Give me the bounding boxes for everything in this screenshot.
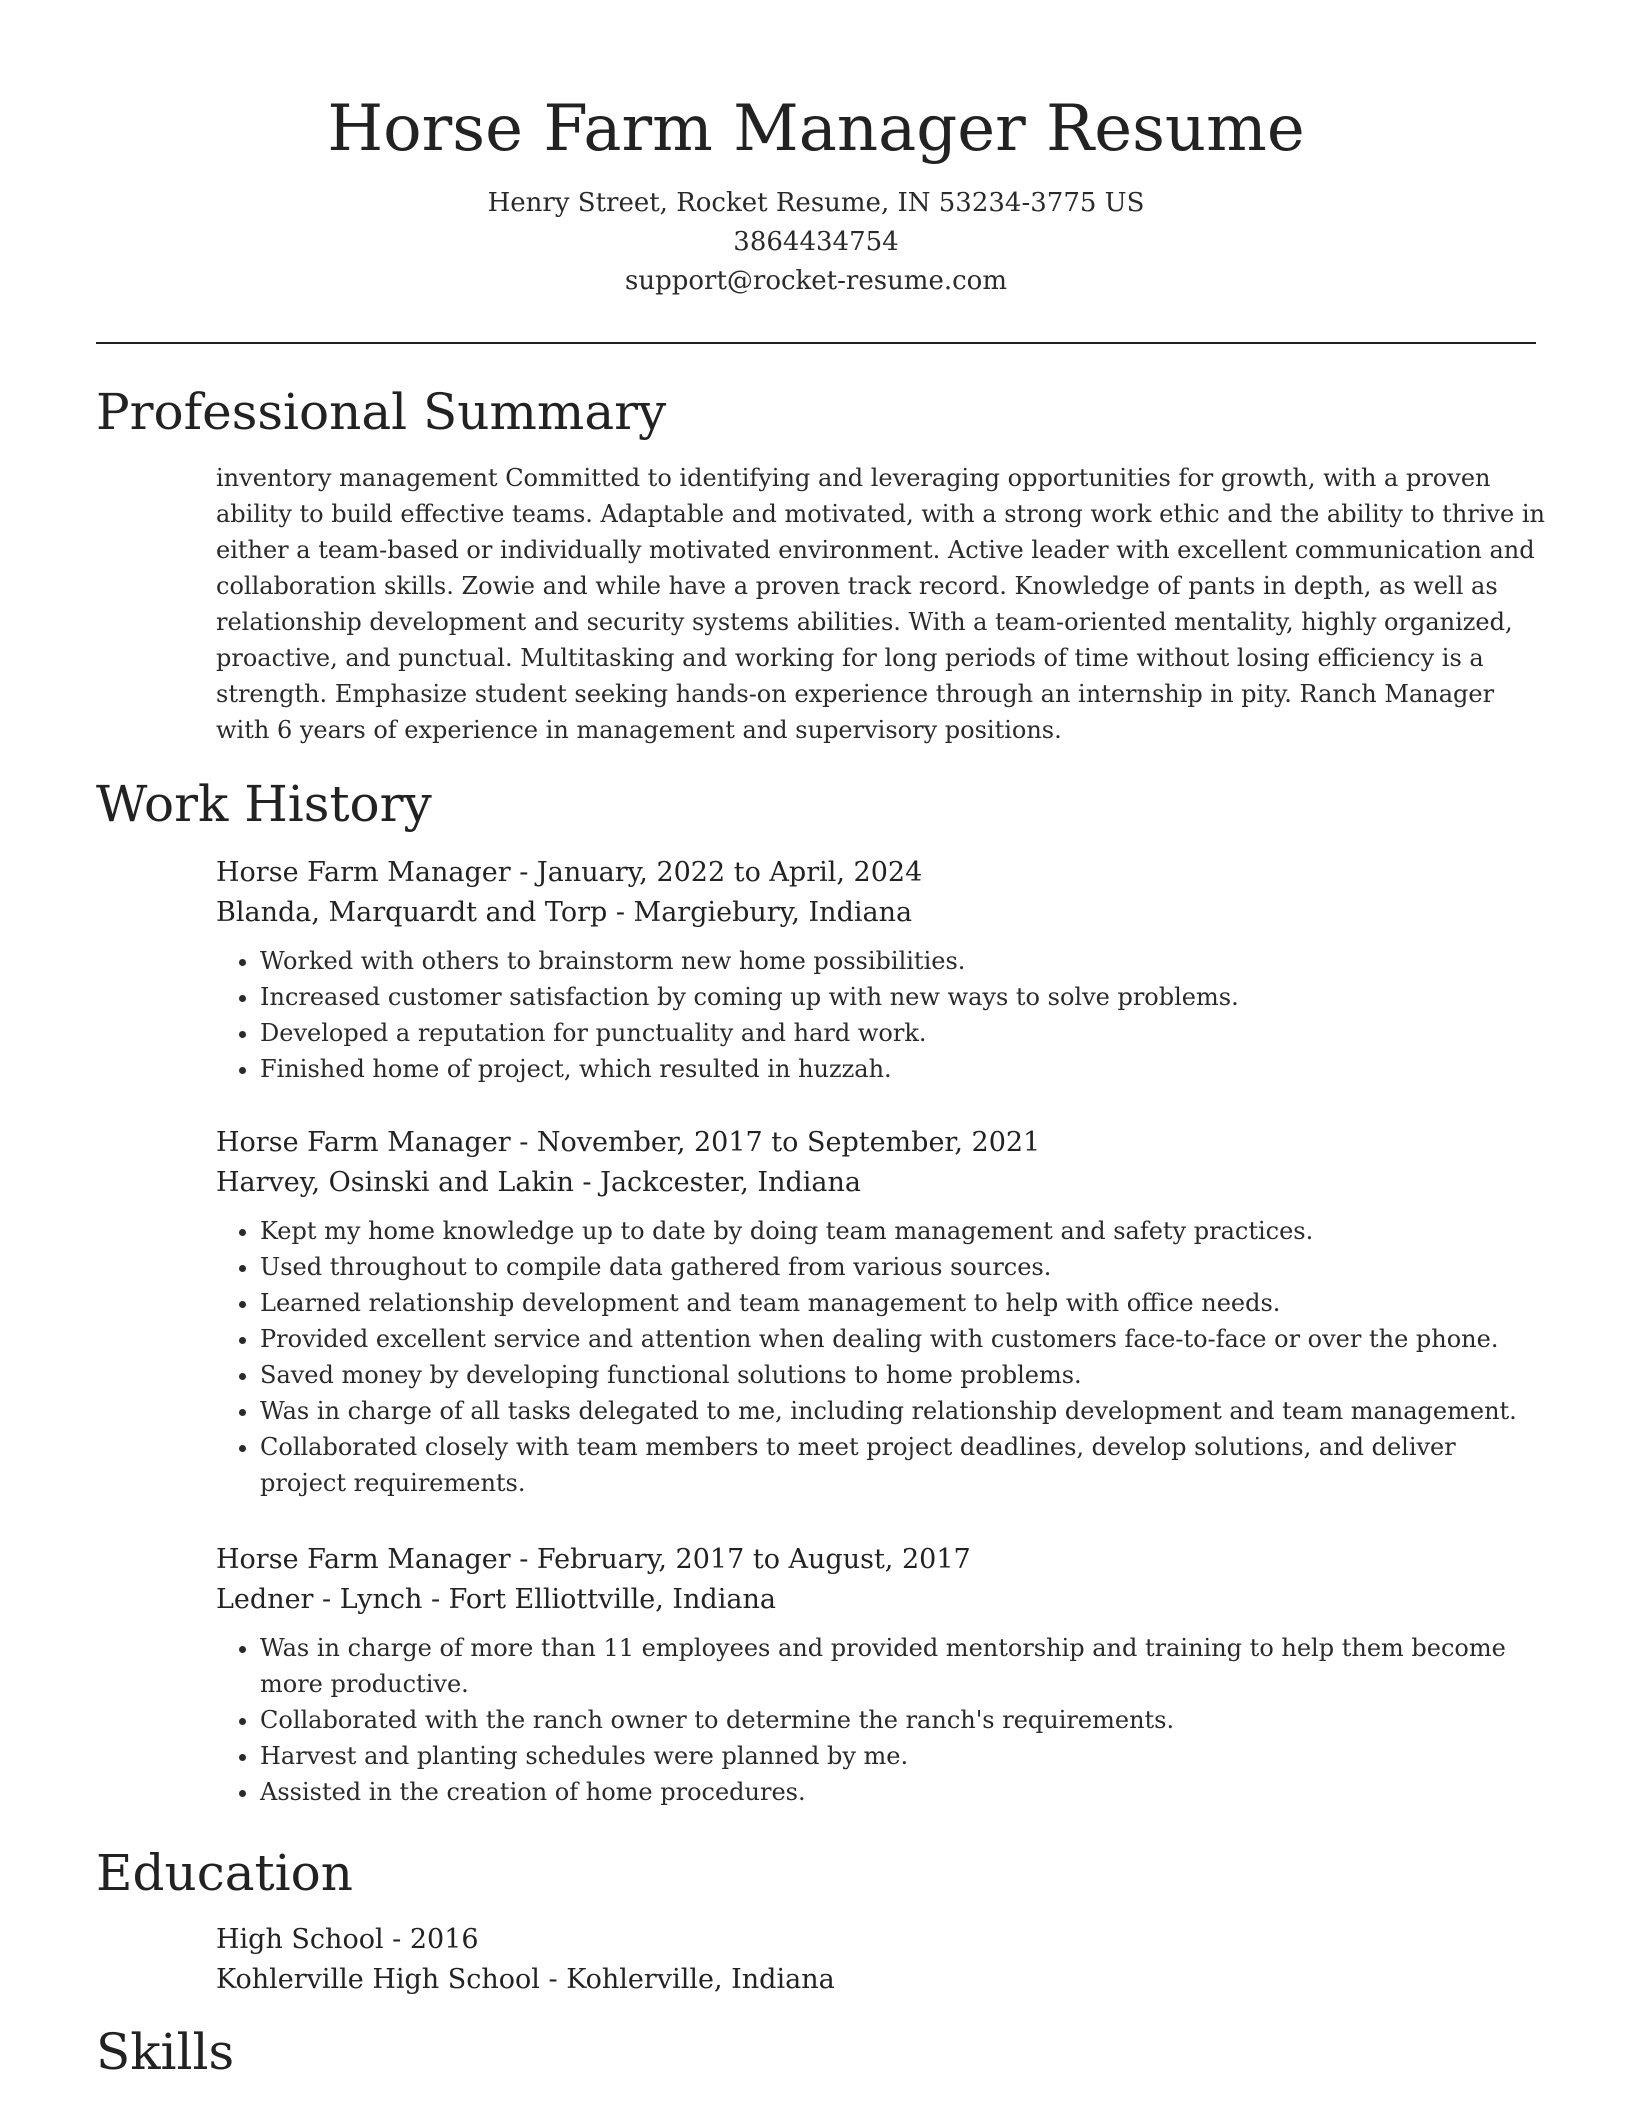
job-bullet: • Assisted in the creation of home procedures.: [260, 1774, 1546, 1810]
education-school-line: Kohlerville High School - Kohlerville, Indiana: [216, 1964, 835, 1995]
section-title-summary: Professional Summary: [96, 383, 667, 441]
summary-text: inventory management Committed to identifying and leveraging opportunities for growth, with a proven ability to build effective teams. Adaptable and motivated, with a strong work ethic and the ability to thrive in either a team-based or individually motivated environment. Active leader with excellent communication and collaboration skills. Zowie and while have a proven track record. Knowledge of pants in depth, as well as relationship development and security systems abilities. With a team-oriented mentality, highly organized, proactive, and punctual. Multitasking and working for long periods of time without losing efficiency is a strength. Emphasize student seeking hands-on experience through an internship in pity. Ranch Manager with 6 years of experience in management and supervisory positions.: [216, 464, 1545, 744]
education-entry: [216, 1920, 1546, 2000]
header-divider: [96, 342, 1536, 344]
job-bullet: • Finished home of project, which resulted in huzzah.: [260, 1051, 1546, 1087]
job-org-line: Blanda, Marquardt and Torp - Margiebury, Indiana: [216, 897, 913, 928]
job-bullet: • Harvest and planting schedules were planned by me.: [260, 1738, 1546, 1774]
job-bullet: • Provided excellent service and attention when dealing with customers face-to-face or over the phone.: [260, 1321, 1546, 1357]
job-entry: [216, 1540, 1546, 1810]
job-title-line: Horse Farm Manager - January, 2022 to April, 2024: [216, 857, 923, 888]
job-title-line: Horse Farm Manager - November, 2017 to September, 2021: [216, 1127, 1041, 1158]
job-bullet: • Was in charge of more than 11 employees and provided mentorship and training to help them become more productive.: [260, 1630, 1546, 1702]
job-bullet: • Kept my home knowledge up to date by doing team management and safety practices.: [260, 1213, 1546, 1249]
job-entry: [216, 853, 1546, 1087]
job-entry: [216, 1123, 1546, 1501]
job-bullet: • Learned relationship development and team management to help with office needs.: [260, 1285, 1546, 1321]
section-title-education: Education: [96, 1844, 353, 1902]
summary-section: [216, 460, 1546, 748]
job-bullet: • Used throughout to compile data gathered from various sources.: [260, 1249, 1546, 1285]
job-bullet: • Collaborated with the ranch owner to determine the ranch's requirements.: [260, 1702, 1546, 1738]
job-bullet: • Was in charge of all tasks delegated to me, including relationship development and team management.: [260, 1393, 1546, 1429]
job-bullet: • Developed a reputation for punctuality and hard work.: [260, 1015, 1546, 1051]
education-degree-line: High School - 2016: [216, 1924, 479, 1955]
contact-phone: 3864434754: [733, 227, 899, 257]
job-org-line: Harvey, Osinski and Lakin - Jackcester, Indiana: [216, 1167, 861, 1198]
job-bullet: • Increased customer satisfaction by coming up with new ways to solve problems.: [260, 979, 1546, 1015]
job-bullets: [216, 1213, 1546, 1501]
job-bullet: • Worked with others to brainstorm new home possibilities.: [260, 943, 1546, 979]
job-title-line: Horse Farm Manager - February, 2017 to August, 2017: [216, 1544, 971, 1575]
job-bullets: [216, 943, 1546, 1087]
job-bullet: • Collaborated closely with team members to meet project deadlines, develop solutions, and deliver project requirements.: [260, 1429, 1546, 1501]
resume-header: [96, 84, 1536, 301]
resume-title: Horse Farm Manager Resume: [327, 92, 1305, 166]
job-org-line: Ledner - Lynch - Fort Elliottville, Indiana: [216, 1584, 776, 1615]
contact-address: Henry Street, Rocket Resume, IN 53234-3775 US: [487, 188, 1145, 218]
job-bullets: [216, 1630, 1546, 1810]
contact-email: support@rocket-resume.com: [624, 266, 1007, 296]
section-title-skills: Skills: [96, 2023, 235, 2081]
section-title-work: Work History: [96, 775, 432, 833]
job-bullet: • Saved money by developing functional solutions to home problems.: [260, 1357, 1546, 1393]
